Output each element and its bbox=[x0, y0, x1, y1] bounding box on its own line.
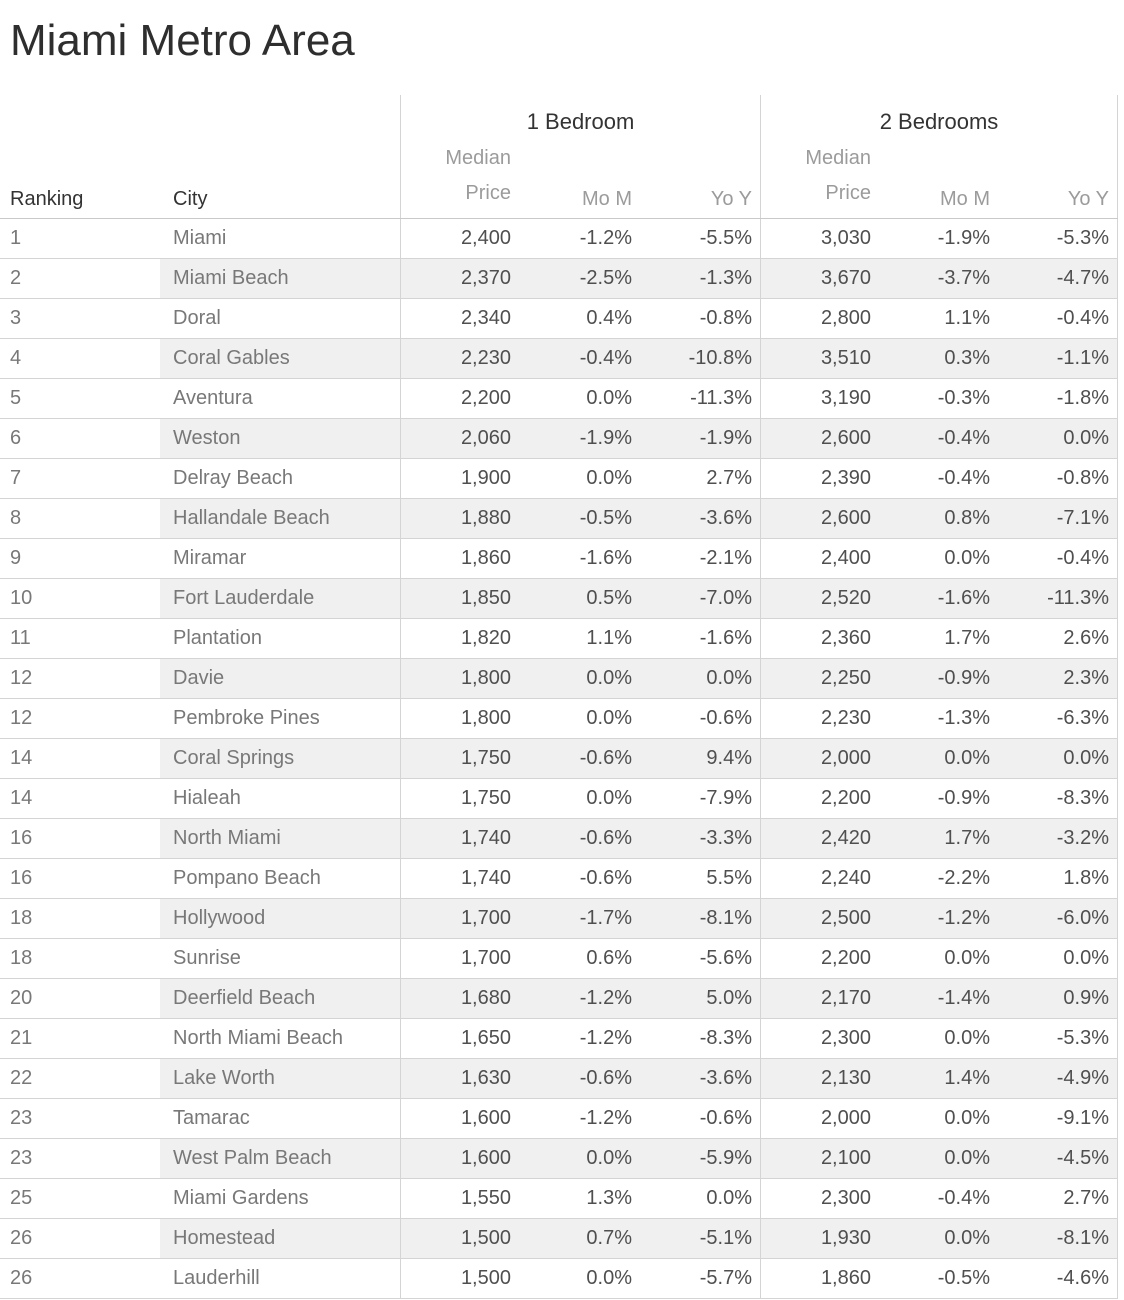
city-cell: North Miami bbox=[160, 819, 400, 858]
2br-median-price-cell: 2,130 bbox=[760, 1059, 879, 1098]
city-cell: Miami Gardens bbox=[160, 1179, 400, 1218]
ranking-cell: 20 bbox=[0, 979, 160, 1018]
2br-mom-cell: 0.0% bbox=[879, 1219, 998, 1258]
2br-median-price-cell: 2,100 bbox=[760, 1139, 879, 1178]
column-header-1br-yoy: Yo Y bbox=[710, 188, 752, 210]
ranking-cell: 5 bbox=[0, 379, 160, 418]
1br-yoy-cell: 0.0% bbox=[640, 659, 760, 698]
2br-mom-cell: -0.5% bbox=[879, 1259, 998, 1298]
2br-yoy-cell: 0.9% bbox=[998, 979, 1118, 1018]
rent-table bbox=[0, 95, 1118, 1299]
2br-median-price-cell: 3,670 bbox=[760, 259, 879, 298]
2br-median-price-cell: 2,600 bbox=[760, 499, 879, 538]
2br-yoy-cell: -0.8% bbox=[998, 459, 1118, 498]
1br-yoy-cell: -7.0% bbox=[640, 579, 760, 618]
group-header-1-bedroom: 1 Bedroom bbox=[400, 95, 760, 141]
ranking-cell: 23 bbox=[0, 1139, 160, 1178]
2br-mom-cell: -2.2% bbox=[879, 859, 998, 898]
2br-median-price-cell: 2,360 bbox=[760, 619, 879, 658]
1br-yoy-cell: -8.3% bbox=[640, 1019, 760, 1058]
1br-median-price-cell: 2,060 bbox=[400, 419, 519, 458]
1br-median-price-cell: 1,600 bbox=[400, 1099, 519, 1138]
1br-yoy-cell: -5.9% bbox=[640, 1139, 760, 1178]
city-cell: Tamarac bbox=[160, 1099, 400, 1138]
1br-yoy-cell: -3.6% bbox=[640, 499, 760, 538]
2br-yoy-cell: -4.9% bbox=[998, 1059, 1118, 1098]
2br-median-price-cell: 3,030 bbox=[760, 219, 879, 258]
city-cell: Doral bbox=[160, 299, 400, 338]
2br-yoy-cell: -8.3% bbox=[998, 779, 1118, 818]
table-row bbox=[0, 1019, 1118, 1059]
2br-yoy-cell: -4.7% bbox=[998, 259, 1118, 298]
1br-mom-cell: 1.1% bbox=[519, 619, 640, 658]
2br-median-price-cell: 2,420 bbox=[760, 819, 879, 858]
1br-yoy-cell: -5.7% bbox=[640, 1259, 760, 1298]
2br-mom-cell: -1.9% bbox=[879, 219, 998, 258]
1br-median-price-cell: 1,750 bbox=[400, 779, 519, 818]
city-cell: Hialeah bbox=[160, 779, 400, 818]
1br-yoy-cell: -5.1% bbox=[640, 1219, 760, 1258]
ranking-cell: 9 bbox=[0, 539, 160, 578]
ranking-cell: 16 bbox=[0, 859, 160, 898]
1br-mom-cell: 0.5% bbox=[519, 579, 640, 618]
1br-mom-cell: 0.0% bbox=[519, 459, 640, 498]
1br-yoy-cell: -1.9% bbox=[640, 419, 760, 458]
1br-yoy-cell: 5.5% bbox=[640, 859, 760, 898]
city-cell: Aventura bbox=[160, 379, 400, 418]
2br-mom-cell: -0.4% bbox=[879, 419, 998, 458]
1br-yoy-cell: -0.8% bbox=[640, 299, 760, 338]
2br-yoy-cell: -1.1% bbox=[998, 339, 1118, 378]
2br-mom-cell: 1.7% bbox=[879, 619, 998, 658]
ranking-cell: 12 bbox=[0, 699, 160, 738]
1br-mom-cell: -1.2% bbox=[519, 1099, 640, 1138]
2br-median-price-cell: 2,400 bbox=[760, 539, 879, 578]
2br-mom-cell: 1.4% bbox=[879, 1059, 998, 1098]
2br-yoy-cell: 2.7% bbox=[998, 1179, 1118, 1218]
2br-mom-cell: -0.4% bbox=[879, 459, 998, 498]
city-cell: Lake Worth bbox=[160, 1059, 400, 1098]
ranking-cell: 3 bbox=[0, 299, 160, 338]
table-row bbox=[0, 1219, 1118, 1259]
2br-yoy-cell: 0.0% bbox=[998, 419, 1118, 458]
1br-mom-cell: -0.6% bbox=[519, 739, 640, 778]
2br-median-price-cell: 1,860 bbox=[760, 1259, 879, 1298]
1br-median-price-cell: 2,200 bbox=[400, 379, 519, 418]
1br-median-price-cell: 1,700 bbox=[400, 899, 519, 938]
2br-median-price-cell: 3,510 bbox=[760, 339, 879, 378]
table-row bbox=[0, 1139, 1118, 1179]
column-header-1br-median-price: Median Price bbox=[400, 141, 519, 218]
2br-median-price-cell: 2,800 bbox=[760, 299, 879, 338]
city-cell: Miami bbox=[160, 219, 400, 258]
1br-mom-cell: -1.6% bbox=[519, 539, 640, 578]
1br-yoy-cell: -3.6% bbox=[640, 1059, 760, 1098]
1br-mom-cell: -0.6% bbox=[519, 819, 640, 858]
city-cell: Davie bbox=[160, 659, 400, 698]
1br-median-price-cell: 1,860 bbox=[400, 539, 519, 578]
column-header-2br-yoy: Yo Y bbox=[998, 141, 1118, 218]
table-row bbox=[0, 379, 1118, 419]
1br-mom-cell: 0.7% bbox=[519, 1219, 640, 1258]
table-row bbox=[0, 299, 1118, 339]
table-header bbox=[0, 95, 1118, 219]
1br-mom-cell: 0.0% bbox=[519, 659, 640, 698]
2br-mom-cell: -0.9% bbox=[879, 779, 998, 818]
1br-yoy-cell: -5.5% bbox=[640, 219, 760, 258]
1br-median-price-cell: 1,500 bbox=[400, 1259, 519, 1298]
2br-median-price-cell: 2,500 bbox=[760, 899, 879, 938]
2br-median-price-cell: 2,200 bbox=[760, 939, 879, 978]
2br-median-price-cell: 2,300 bbox=[760, 1019, 879, 1058]
city-cell: West Palm Beach bbox=[160, 1139, 400, 1178]
2br-mom-cell: 0.0% bbox=[879, 939, 998, 978]
city-cell: Pembroke Pines bbox=[160, 699, 400, 738]
2br-mom-cell: -0.4% bbox=[879, 1179, 998, 1218]
1br-mom-cell: -1.7% bbox=[519, 899, 640, 938]
table-row bbox=[0, 339, 1118, 379]
table-row bbox=[0, 259, 1118, 299]
2br-mom-cell: -1.2% bbox=[879, 899, 998, 938]
2br-yoy-cell: -8.1% bbox=[998, 1219, 1118, 1258]
2br-mom-cell: -1.4% bbox=[879, 979, 998, 1018]
1br-mom-cell: -1.2% bbox=[519, 1019, 640, 1058]
1br-median-price-cell: 1,850 bbox=[400, 579, 519, 618]
1br-median-price-cell: 1,700 bbox=[400, 939, 519, 978]
2br-median-price-cell: 2,600 bbox=[760, 419, 879, 458]
column-header-ranking: Ranking bbox=[10, 188, 84, 210]
1br-median-price-cell: 1,550 bbox=[400, 1179, 519, 1218]
1br-mom-cell: -2.5% bbox=[519, 259, 640, 298]
2br-yoy-cell: -4.6% bbox=[998, 1259, 1118, 1298]
table-row bbox=[0, 939, 1118, 979]
1br-mom-cell: 0.0% bbox=[519, 699, 640, 738]
2br-mom-cell: 0.0% bbox=[879, 1139, 998, 1178]
1br-median-price-cell: 1,600 bbox=[400, 1139, 519, 1178]
table-row bbox=[0, 779, 1118, 819]
1br-median-price-cell: 1,680 bbox=[400, 979, 519, 1018]
2br-mom-cell: -0.9% bbox=[879, 659, 998, 698]
ranking-cell: 7 bbox=[0, 459, 160, 498]
table-row bbox=[0, 899, 1118, 939]
2br-median-price-cell: 2,390 bbox=[760, 459, 879, 498]
1br-median-price-cell: 1,900 bbox=[400, 459, 519, 498]
2br-yoy-cell: 0.0% bbox=[998, 739, 1118, 778]
city-cell: North Miami Beach bbox=[160, 1019, 400, 1058]
ranking-cell: 8 bbox=[0, 499, 160, 538]
city-cell: Lauderhill bbox=[160, 1259, 400, 1298]
table-row bbox=[0, 1179, 1118, 1219]
1br-median-price-cell: 1,740 bbox=[400, 859, 519, 898]
ranking-cell: 18 bbox=[0, 939, 160, 978]
2br-mom-cell: 0.0% bbox=[879, 739, 998, 778]
1br-mom-cell: -1.2% bbox=[519, 219, 640, 258]
2br-median-price-cell: 3,190 bbox=[760, 379, 879, 418]
1br-median-price-cell: 1,500 bbox=[400, 1219, 519, 1258]
ranking-cell: 22 bbox=[0, 1059, 160, 1098]
city-cell: Delray Beach bbox=[160, 459, 400, 498]
ranking-cell: 12 bbox=[0, 659, 160, 698]
ranking-cell: 14 bbox=[0, 779, 160, 818]
2br-yoy-cell: -5.3% bbox=[998, 1019, 1118, 1058]
ranking-cell: 26 bbox=[0, 1259, 160, 1298]
city-cell: Sunrise bbox=[160, 939, 400, 978]
1br-mom-cell: -0.4% bbox=[519, 339, 640, 378]
1br-median-price-cell: 1,800 bbox=[400, 659, 519, 698]
table-row bbox=[0, 419, 1118, 459]
column-header-1br-mom: Mo M bbox=[582, 188, 632, 210]
1br-median-price-cell: 1,800 bbox=[400, 699, 519, 738]
table-body bbox=[0, 219, 1118, 1299]
1br-mom-cell: -1.2% bbox=[519, 979, 640, 1018]
ranking-cell: 2 bbox=[0, 259, 160, 298]
table-row bbox=[0, 1059, 1118, 1099]
2br-median-price-cell: 2,300 bbox=[760, 1179, 879, 1218]
2br-mom-cell: -0.3% bbox=[879, 379, 998, 418]
ranking-cell: 6 bbox=[0, 419, 160, 458]
1br-mom-cell: 0.0% bbox=[519, 779, 640, 818]
2br-yoy-cell: -0.4% bbox=[998, 539, 1118, 578]
column-header-city: City bbox=[173, 188, 208, 210]
2br-mom-cell: 0.8% bbox=[879, 499, 998, 538]
1br-mom-cell: 0.0% bbox=[519, 379, 640, 418]
table-row bbox=[0, 659, 1118, 699]
1br-yoy-cell: -7.9% bbox=[640, 779, 760, 818]
table-row bbox=[0, 1259, 1118, 1299]
2br-yoy-cell: -6.3% bbox=[998, 699, 1118, 738]
ranking-cell: 4 bbox=[0, 339, 160, 378]
1br-mom-cell: -0.6% bbox=[519, 1059, 640, 1098]
2br-mom-cell: 1.7% bbox=[879, 819, 998, 858]
column-header-2br-mom: Mo M bbox=[940, 188, 990, 210]
2br-yoy-cell: -1.8% bbox=[998, 379, 1118, 418]
2br-median-price-cell: 2,000 bbox=[760, 1099, 879, 1138]
2br-median-price-cell: 1,930 bbox=[760, 1219, 879, 1258]
1br-yoy-cell: 9.4% bbox=[640, 739, 760, 778]
1br-yoy-cell: -0.6% bbox=[640, 699, 760, 738]
1br-median-price-cell: 2,340 bbox=[400, 299, 519, 338]
1br-yoy-cell: -11.3% bbox=[640, 379, 760, 418]
city-cell: Pompano Beach bbox=[160, 859, 400, 898]
1br-median-price-cell: 1,630 bbox=[400, 1059, 519, 1098]
ranking-cell: 21 bbox=[0, 1019, 160, 1058]
1br-yoy-cell: -1.3% bbox=[640, 259, 760, 298]
2br-median-price-cell: 2,000 bbox=[760, 739, 879, 778]
ranking-cell: 16 bbox=[0, 819, 160, 858]
table-row bbox=[0, 739, 1118, 779]
2br-mom-cell: 0.0% bbox=[879, 1099, 998, 1138]
1br-mom-cell: -0.6% bbox=[519, 859, 640, 898]
2br-median-price-cell: 2,200 bbox=[760, 779, 879, 818]
2br-mom-cell: 0.0% bbox=[879, 1019, 998, 1058]
city-cell: Miami Beach bbox=[160, 259, 400, 298]
1br-mom-cell: 0.6% bbox=[519, 939, 640, 978]
ranking-cell: 25 bbox=[0, 1179, 160, 1218]
1br-mom-cell: 1.3% bbox=[519, 1179, 640, 1218]
2br-mom-cell: 0.0% bbox=[879, 539, 998, 578]
1br-yoy-cell: -5.6% bbox=[640, 939, 760, 978]
city-cell: Miramar bbox=[160, 539, 400, 578]
city-cell: Hallandale Beach bbox=[160, 499, 400, 538]
city-cell: Plantation bbox=[160, 619, 400, 658]
2br-median-price-cell: 2,250 bbox=[760, 659, 879, 698]
table-row bbox=[0, 459, 1118, 499]
2br-yoy-cell: 2.3% bbox=[998, 659, 1118, 698]
2br-mom-cell: 0.3% bbox=[879, 339, 998, 378]
2br-yoy-cell: -7.1% bbox=[998, 499, 1118, 538]
1br-median-price-cell: 1,880 bbox=[400, 499, 519, 538]
ranking-cell: 26 bbox=[0, 1219, 160, 1258]
2br-yoy-cell: -4.5% bbox=[998, 1139, 1118, 1178]
1br-yoy-cell: 2.7% bbox=[640, 459, 760, 498]
header-spacer bbox=[0, 95, 160, 141]
1br-mom-cell: 0.0% bbox=[519, 1259, 640, 1298]
2br-yoy-cell: -9.1% bbox=[998, 1099, 1118, 1138]
1br-median-price-cell: 2,370 bbox=[400, 259, 519, 298]
city-cell: Weston bbox=[160, 419, 400, 458]
1br-yoy-cell: -3.3% bbox=[640, 819, 760, 858]
ranking-cell: 1 bbox=[0, 219, 160, 258]
2br-yoy-cell: -3.2% bbox=[998, 819, 1118, 858]
2br-mom-cell: -1.3% bbox=[879, 699, 998, 738]
1br-yoy-cell: -8.1% bbox=[640, 899, 760, 938]
2br-yoy-cell: -6.0% bbox=[998, 899, 1118, 938]
2br-mom-cell: -1.6% bbox=[879, 579, 998, 618]
group-header-2-bedrooms: 2 Bedrooms bbox=[760, 95, 1118, 141]
1br-yoy-cell: -10.8% bbox=[640, 339, 760, 378]
2br-median-price-cell: 2,230 bbox=[760, 699, 879, 738]
2br-yoy-cell: 2.6% bbox=[998, 619, 1118, 658]
city-cell: Fort Lauderdale bbox=[160, 579, 400, 618]
table-row bbox=[0, 539, 1118, 579]
1br-median-price-cell: 1,750 bbox=[400, 739, 519, 778]
2br-yoy-cell: 1.8% bbox=[998, 859, 1118, 898]
table-row bbox=[0, 219, 1118, 259]
page-title: Miami Metro Area bbox=[10, 16, 355, 65]
ranking-cell: 18 bbox=[0, 899, 160, 938]
1br-yoy-cell: 0.0% bbox=[640, 1179, 760, 1218]
1br-yoy-cell: -0.6% bbox=[640, 1099, 760, 1138]
2br-median-price-cell: 2,240 bbox=[760, 859, 879, 898]
table-row bbox=[0, 859, 1118, 899]
column-header-2br-median-price: Median Price bbox=[760, 141, 879, 218]
2br-yoy-cell: -11.3% bbox=[998, 579, 1118, 618]
city-cell: Hollywood bbox=[160, 899, 400, 938]
2br-mom-cell: 1.1% bbox=[879, 299, 998, 338]
ranking-cell: 10 bbox=[0, 579, 160, 618]
1br-yoy-cell: -2.1% bbox=[640, 539, 760, 578]
1br-yoy-cell: 5.0% bbox=[640, 979, 760, 1018]
table-row bbox=[0, 1099, 1118, 1139]
ranking-cell: 11 bbox=[0, 619, 160, 658]
1br-median-price-cell: 2,400 bbox=[400, 219, 519, 258]
1br-mom-cell: 0.4% bbox=[519, 299, 640, 338]
table-row bbox=[0, 619, 1118, 659]
1br-mom-cell: -1.9% bbox=[519, 419, 640, 458]
1br-mom-cell: 0.0% bbox=[519, 1139, 640, 1178]
1br-median-price-cell: 1,650 bbox=[400, 1019, 519, 1058]
2br-yoy-cell: -0.4% bbox=[998, 299, 1118, 338]
table-row bbox=[0, 579, 1118, 619]
city-cell: Homestead bbox=[160, 1219, 400, 1258]
1br-median-price-cell: 2,230 bbox=[400, 339, 519, 378]
ranking-cell: 23 bbox=[0, 1099, 160, 1138]
city-cell: Deerfield Beach bbox=[160, 979, 400, 1018]
table-row bbox=[0, 499, 1118, 539]
city-cell: Coral Gables bbox=[160, 339, 400, 378]
1br-median-price-cell: 1,820 bbox=[400, 619, 519, 658]
1br-yoy-cell: -1.6% bbox=[640, 619, 760, 658]
2br-yoy-cell: -5.3% bbox=[998, 219, 1118, 258]
1br-median-price-cell: 1,740 bbox=[400, 819, 519, 858]
table-row bbox=[0, 699, 1118, 739]
table-row bbox=[0, 979, 1118, 1019]
2br-mom-cell: -3.7% bbox=[879, 259, 998, 298]
2br-yoy-cell: 0.0% bbox=[998, 939, 1118, 978]
2br-median-price-cell: 2,170 bbox=[760, 979, 879, 1018]
ranking-cell: 14 bbox=[0, 739, 160, 778]
table-row bbox=[0, 819, 1118, 859]
1br-mom-cell: -0.5% bbox=[519, 499, 640, 538]
city-cell: Coral Springs bbox=[160, 739, 400, 778]
2br-median-price-cell: 2,520 bbox=[760, 579, 879, 618]
